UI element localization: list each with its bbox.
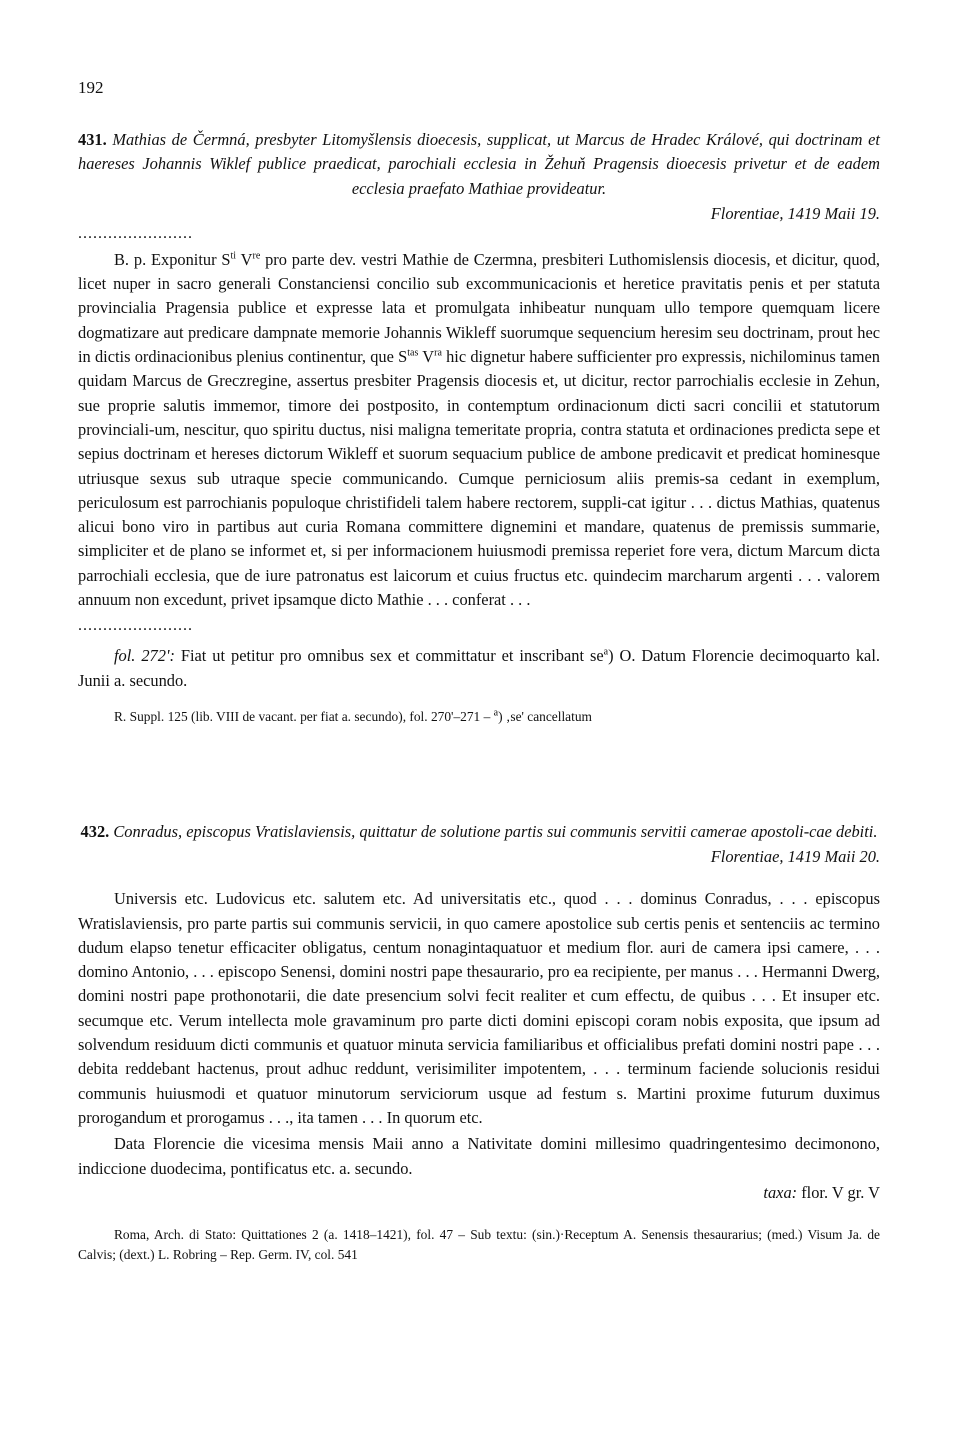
entry-431-fiat: fol. 272': Fiat ut petitur pro omnibus sex et committatur et inscribant $se^a$) O. Datum Florencie decimoquarto kal. Junii a. secundo. (78, 646, 880, 690)
entry-432-taxa: taxa: flor. V gr. V (763, 1182, 880, 1202)
entry-432-dating: Data Florencie die vicesima mensis Maii anno a Nativitate domini millesimo quadringentesimo decimonono, indiccione duodecima, pontificatus etc. a. secundo. (78, 1134, 880, 1178)
entry-431-number: 431. (78, 130, 107, 149)
entry-432-body: Universis etc. Ludovicus etc. salutem etc. Ad universitatis etc., quod . . . dominus Conradus, . . . episcopus Wratislaviensis, pro parte partis sui communis servicii, in quo camere apostolice sub certis penis et sentenciis ac termino dudum elapso tenetur efficaciter obligatus, centum nonagintaquatuor et medium flor. auri de camera ipsi camere, . . . domino Antonio, . . . episcopo Senensi, domini nostri pape thesaurario, pro ea recipiente, per manus . . . Hermanni Dwerg, domini nostri pape prothonotarii, die date presencium solvi fecit realiter et cum effectu, de quibus . . . Et insuper etc. secumque etc. Verum intellecta mole gravaminum pro parte dicti domini episcopi coram nobis exposita, que ipsum ad solvendum residuum dicti communis et quatuor minuta servicia familiaribus et officialibus prefati domini nostri pape . . . debita reddebant hactenus, prout adhuc reddunt, verisimiliter impotentem, . . . terminum faciende solucionis residui communis huiusmodi et quatuor minutorum serviciorum usque ad festum s. Martini proxime futurum duximus prorogandum et prorogamus . . ., ita tamen . . . In quorum etc. (78, 889, 880, 1127)
entry-432-footnote: Roma, Arch. di Stato: Quittationes 2 (a. 1418–1421), fol. 47 – Sub textu: (sin.)·Receptum A. Senensis thesaurarius; (med.) Visum Ja. de Calvis; (dext.) L. Robring – Rep. Germ. IV, col. 541 (78, 1226, 880, 1262)
page-number: 192 (78, 78, 104, 97)
entry-431-body: B. p. Exponitur $S^{ti}$ Vre pro parte dev. vestri Mathie de Czermna, presbiteri Luthomislensis diocesis, et dicitur, quod, licet nuper in sacro generali Constanciensi concilio sub excommunicacionis et heretice pravitatis penis et per statuta provincialia Pragensia publice et expresse lata et promulgata inhibeatur nunquam ullo tempore quemquam licere dogmatizare aut predicare dampnate memorie Johannis Wikleff suorumque sequencium heresim seu doctrinam, prout hec in dictis ordinacionibus plenius continentur, que $S^{tas}$ $V^{ra}$ hic dignetur habere sufficienter pro expressis, nichilominus tamen quidam Marcus de Greczregine, assertus presbiter Pragensis diocesis et, ut dicitur, rector parrochialis ecclesie in Zehun, sue proprie salutis immemor, timore dei postposito, in contemptum ordinacionum dicti sacri concilii et statutorum provinciali-um, nescitur, quo spiritu ductus, nisi maligna temeritate propria, contra statuta et ordinaciones predicta sepe et sepius doctrinam et hereses dictorum Wikleff et suorum sequacium publice de ambone predicavit et predicat hominesque utriusque sexus sub utraque specie communicando. Cumque perniciosum aliis premis-sa cedant in exemplum, periculosum est parrochianis populoque christifideli talem habere rectorem, suppli-cat igitur . . . dictus Mathias, quatenus alicui bono viro in partibus aut curia Romana committere dignemini et mandare, quatenus de premissis summarie, simpliciter et de plano se informet et, si per informacionem huiusmodi premissa reperiet fore vera, dictum Marcum dicta parrochiali ecclesia, que de iure patronatus est laicorum et cuius fructus etc. quindecim marcharum argenti . . . valorem annuum non excedunt, privet ipsamque dicto Mathie . . . conferat . . . (78, 249, 881, 610)
entry-431-heading: 431. Mathias de Čermná, presbyter Litomyšlensis dioecesis, supplicat, ut Marcus de Hradec Králové, qui doctrinam et haereses Johannis Wiklef publice praedicat, parochiali ecclesia in Žehuň Pragensis dioecesis privetur et de eadem ecclesia praefato Mathiae provideatur. (78, 130, 880, 198)
omission-dots-2: ....................... (78, 617, 193, 635)
entry-432-heading: 432. Conradus, episcopus Vratislaviensis, quittatur de solutione partis sui communis servitii camerae apostoli-cae debiti. (80, 822, 878, 841)
entry-431 (78, 128, 880, 727)
entry-432-date: Florentiae, 1419 Maii 20. (710, 847, 880, 867)
omission-dots: ....................... (78, 224, 193, 242)
entry-432 (78, 820, 880, 1265)
entry-432-number: 432. (80, 822, 110, 841)
entry-431-footnote: R. Suppl. 125 (lib. VIII de vacant. per fiat a. secundo), fol. 270'–271 – $^a$) ‚se' cancellatum (114, 707, 592, 724)
entry-431-date: Florentiae, 1419 Maii 19. (710, 203, 880, 223)
